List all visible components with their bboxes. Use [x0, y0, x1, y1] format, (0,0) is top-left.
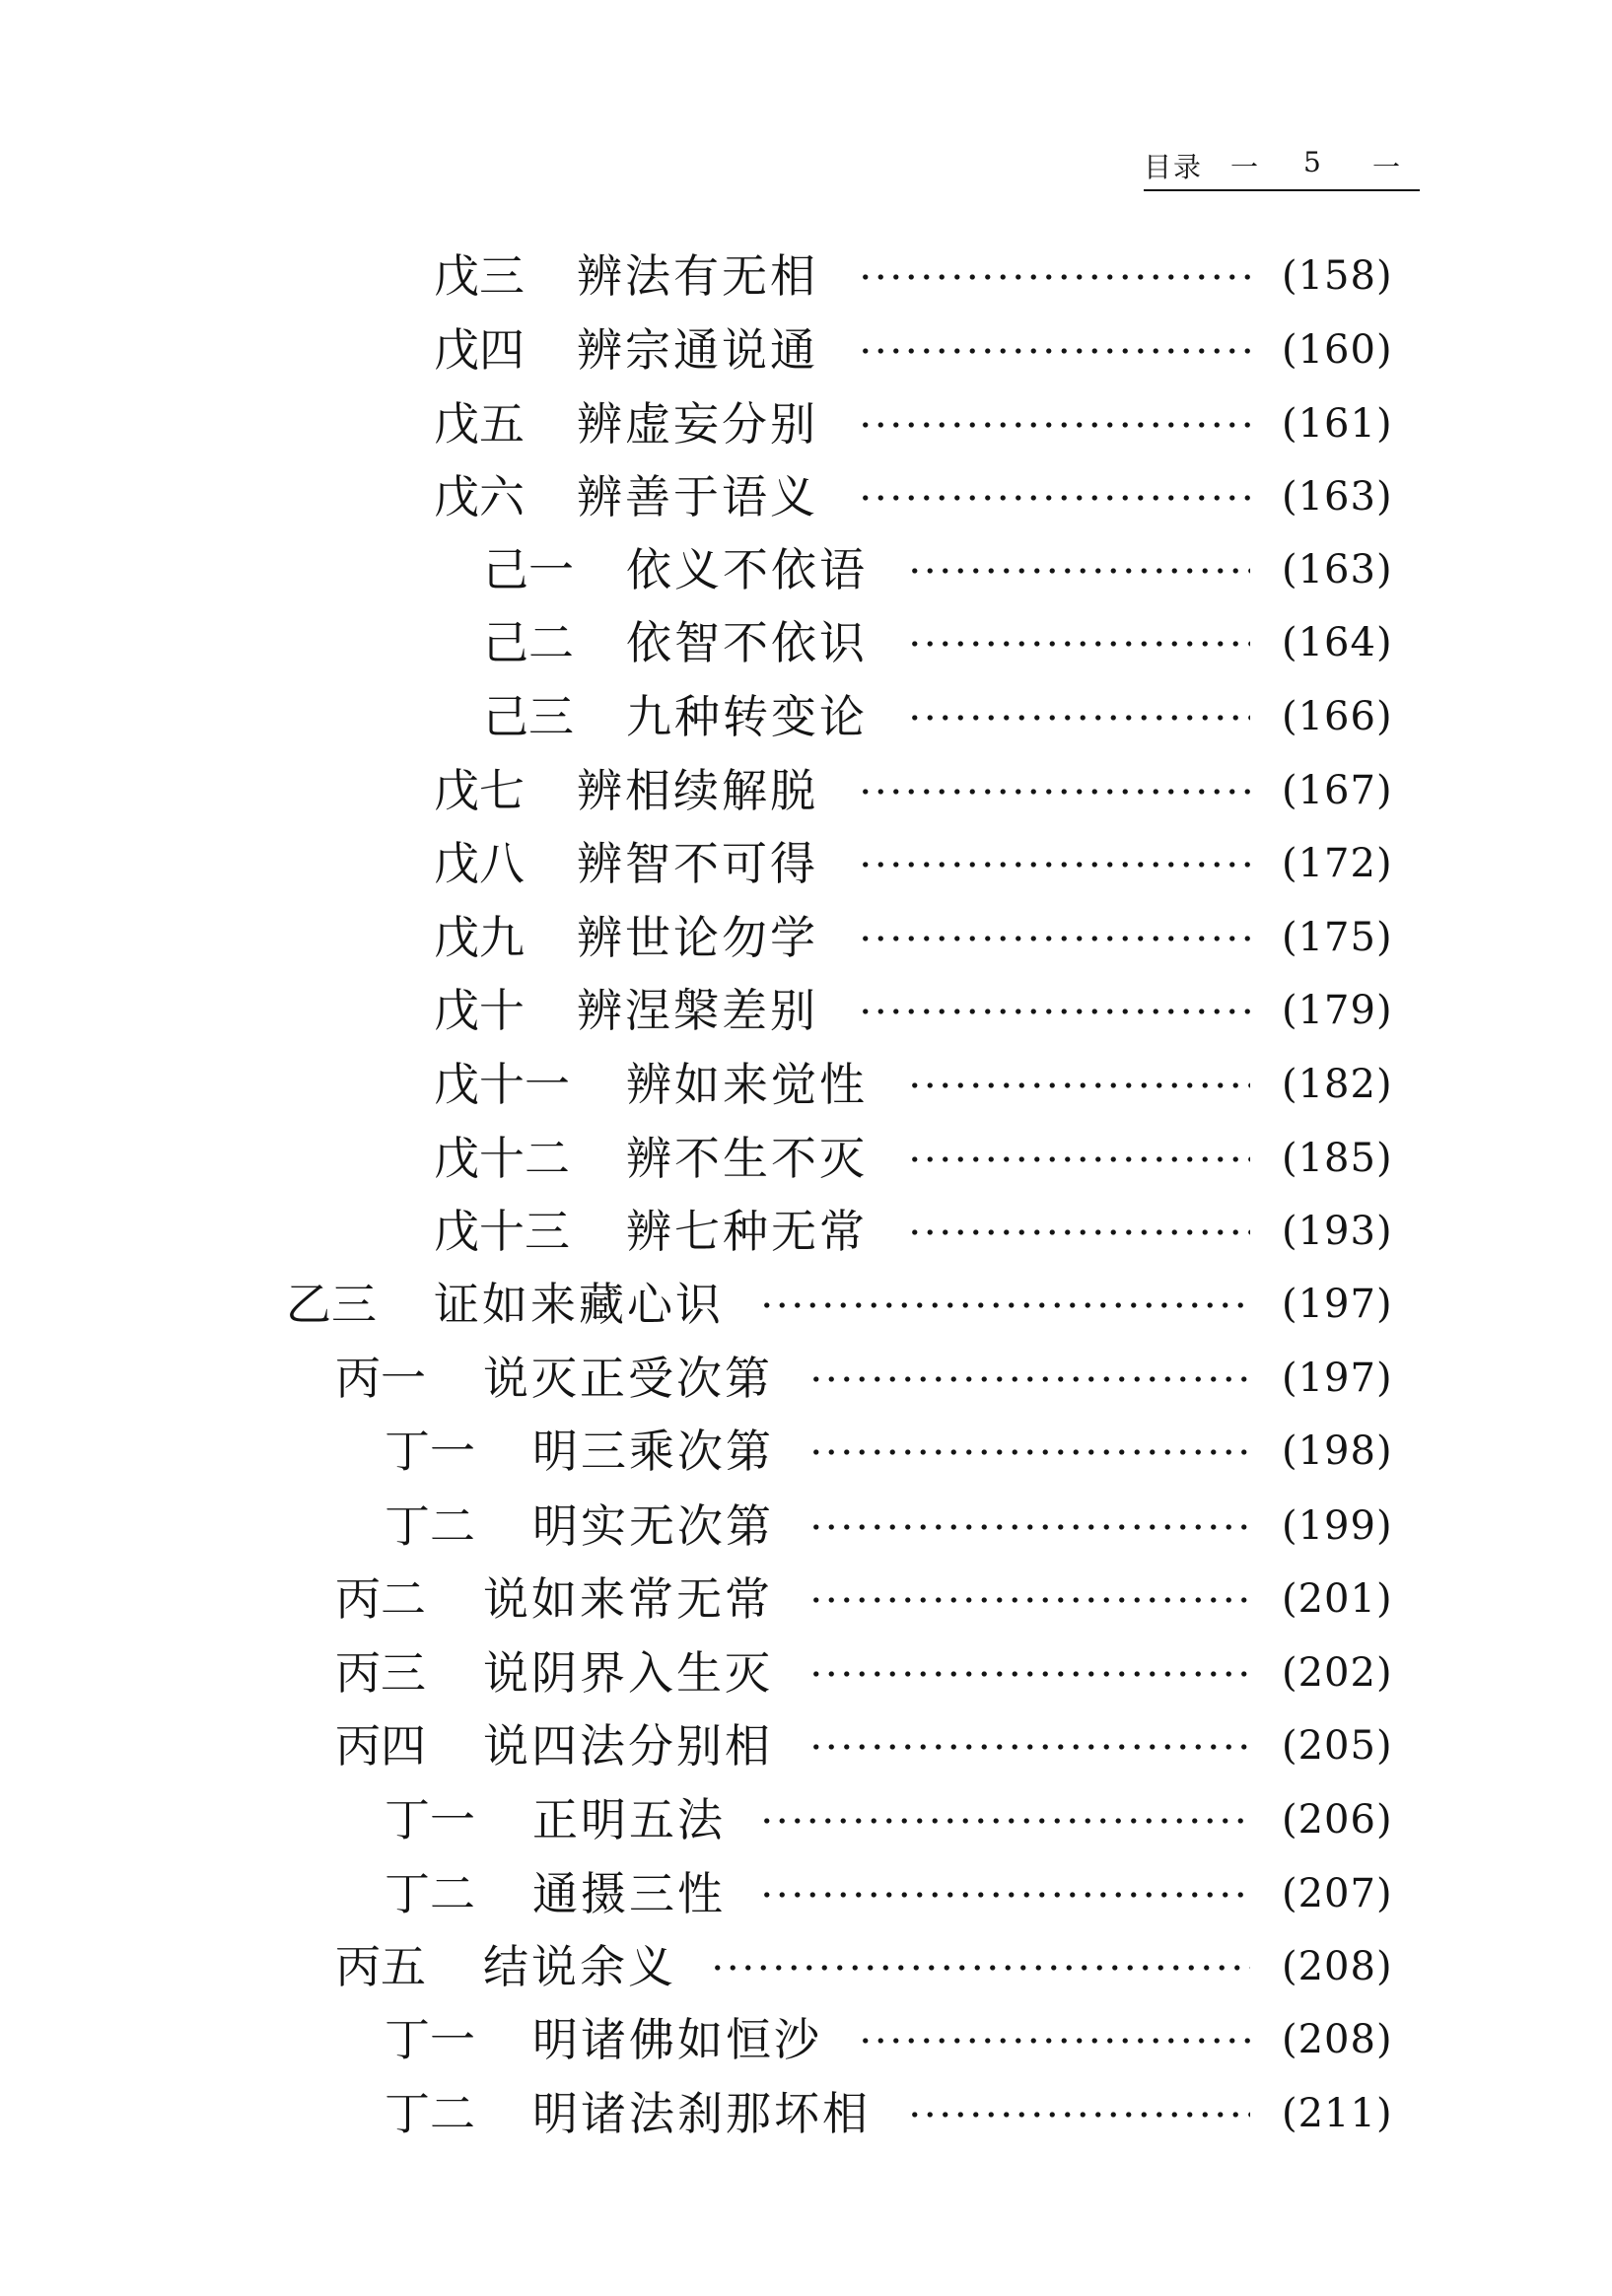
- toc-entry-page: (167): [1282, 768, 1393, 813]
- toc-entry-title: 辨法有无相: [577, 249, 818, 303]
- toc-entry-page: (197): [1282, 1356, 1393, 1401]
- toc-entry-title: 辨世论勿学: [577, 911, 818, 964]
- toc-entry[interactable]: [0, 1643, 1612, 1703]
- toc-entry-number: 丁一: [385, 2013, 475, 2066]
- toc-entry-page: (211): [1282, 2091, 1393, 2136]
- dot-leader: [759, 1892, 1250, 1898]
- toc-entry-number: 己一: [483, 543, 574, 596]
- header-dash-right: 一: [1372, 151, 1403, 183]
- toc-entry-title: 辨善于语义: [577, 470, 818, 523]
- toc-entry-title: 明诸法刹那坏相: [532, 2087, 871, 2140]
- dot-leader: [858, 936, 1250, 941]
- dot-leader: [907, 1156, 1250, 1162]
- toc-entry[interactable]: [0, 1864, 1612, 1923]
- toc-entry-title: 说阴界入生灭: [483, 1646, 773, 1700]
- toc-entry-page: (158): [1282, 253, 1393, 299]
- toc-entry[interactable]: [0, 1569, 1612, 1629]
- header-section-title: 目录: [1144, 151, 1204, 183]
- toc-entry[interactable]: [0, 467, 1612, 526]
- dot-leader: [907, 715, 1250, 721]
- dot-leader: [858, 348, 1250, 354]
- toc-entry-title: 辨智不可得: [577, 837, 818, 890]
- toc-entry-number: 丁二: [385, 2087, 475, 2140]
- toc-entry[interactable]: [0, 1790, 1612, 1849]
- toc-entry-title: 说如来常无常: [483, 1572, 773, 1626]
- toc-entry-title: 辨相续解脱: [577, 764, 818, 817]
- toc-entry-number: 戊十三: [434, 1205, 570, 1258]
- toc-entry[interactable]: [0, 2010, 1612, 2069]
- dot-leader: [858, 495, 1250, 501]
- toc-entry-title: 说四法分别相: [483, 1719, 773, 1773]
- toc-entry-number: 戊三: [434, 249, 525, 303]
- toc-entry[interactable]: [0, 394, 1612, 453]
- toc-entry-page: (193): [1282, 1209, 1393, 1254]
- toc-entry[interactable]: [0, 908, 1612, 967]
- toc-entry-number: 丙三: [335, 1646, 426, 1700]
- toc-entry-page: (179): [1282, 988, 1393, 1033]
- toc-entry[interactable]: [0, 1937, 1612, 1996]
- toc-entry-number: 戊十二: [434, 1132, 570, 1185]
- toc-entry-page: (199): [1282, 1503, 1393, 1549]
- toc-entry-number: 丁二: [385, 1867, 475, 1920]
- toc-entry-number: 戊五: [434, 397, 525, 451]
- toc-entry-page: (175): [1282, 915, 1393, 960]
- toc-entry-title: 辨如来觉性: [626, 1058, 868, 1111]
- dot-leader: [808, 1671, 1250, 1677]
- toc-entry-page: (206): [1282, 1797, 1393, 1843]
- dot-leader: [808, 1449, 1250, 1455]
- toc-entry-page: (208): [1282, 1944, 1393, 1989]
- toc-entry-page: (197): [1282, 1282, 1393, 1327]
- toc-entry-number: 戊十: [434, 984, 525, 1037]
- toc-entry-page: (205): [1282, 1723, 1393, 1769]
- dot-leader: [808, 1524, 1250, 1530]
- dot-leader: [759, 1818, 1250, 1824]
- header-dash-left: 一: [1230, 151, 1261, 183]
- toc-entry[interactable]: [0, 981, 1612, 1040]
- dot-leader: [858, 789, 1250, 795]
- dot-leader: [759, 1302, 1250, 1308]
- toc-entry[interactable]: [0, 687, 1612, 746]
- toc-entry-page: (201): [1282, 1576, 1393, 1622]
- toc-entry-number: 戊九: [434, 911, 525, 964]
- dot-leader: [907, 1229, 1250, 1235]
- toc-entry-number: 丙五: [335, 1940, 426, 1993]
- dot-leader: [710, 1965, 1250, 1971]
- toc-entry[interactable]: [0, 246, 1612, 306]
- dot-leader: [907, 568, 1250, 574]
- dot-leader: [858, 422, 1250, 428]
- dot-leader: [858, 2038, 1250, 2044]
- toc-entry-title: 辨七种无常: [626, 1205, 868, 1258]
- toc-entry-number: 丁一: [385, 1793, 475, 1846]
- toc-entry-page: (208): [1282, 2017, 1393, 2062]
- toc-entry-title: 正明五法: [532, 1793, 726, 1846]
- toc-entry-number: 戊十一: [434, 1058, 570, 1111]
- dot-leader: [858, 274, 1250, 280]
- toc-entry-title: 证如来藏心识: [434, 1278, 724, 1331]
- toc-entry-number: 丁二: [385, 1499, 475, 1553]
- toc-entry-page: (207): [1282, 1871, 1393, 1916]
- dot-leader: [907, 641, 1250, 647]
- dot-leader: [808, 1744, 1250, 1750]
- toc-entry[interactable]: [0, 2084, 1612, 2143]
- toc-entry-number: 丙四: [335, 1719, 426, 1773]
- toc-entry[interactable]: [0, 1422, 1612, 1481]
- toc-entry[interactable]: [0, 761, 1612, 820]
- toc-entry-title: 明实无次第: [532, 1499, 774, 1553]
- header-page-number: 5: [1303, 146, 1323, 178]
- dot-leader: [907, 2112, 1250, 2118]
- dot-leader: [858, 862, 1250, 868]
- toc-entry[interactable]: [0, 1129, 1612, 1188]
- toc-entry-number: 戊七: [434, 764, 525, 817]
- toc-entry-number: 己三: [483, 690, 574, 743]
- toc-entry[interactable]: [0, 834, 1612, 893]
- toc-entry-page: (161): [1282, 401, 1393, 447]
- toc-entry[interactable]: [0, 320, 1612, 380]
- toc-entry-page: (182): [1282, 1062, 1393, 1107]
- toc-entry-page: (163): [1282, 547, 1393, 592]
- toc-entry-page: (163): [1282, 474, 1393, 520]
- toc-entry-number: 戊六: [434, 470, 525, 523]
- dot-leader: [907, 1082, 1250, 1088]
- toc-entry-number: 乙三: [286, 1278, 377, 1331]
- toc-entry[interactable]: [0, 613, 1612, 672]
- toc-entry-title: 结说余义: [483, 1940, 676, 1993]
- toc-entry-page: (198): [1282, 1428, 1393, 1474]
- dot-leader: [858, 1009, 1250, 1014]
- toc-entry-number: 戊四: [434, 323, 525, 377]
- toc-entry-page: (164): [1282, 620, 1393, 665]
- toc-entry-title: 通摄三性: [532, 1867, 726, 1920]
- toc-entry[interactable]: [0, 540, 1612, 599]
- toc-entry[interactable]: [0, 1202, 1612, 1261]
- toc-entry-page: (172): [1282, 841, 1393, 886]
- toc-entry-title: 说灭正受次第: [483, 1352, 773, 1405]
- toc-entry[interactable]: [0, 1716, 1612, 1775]
- toc-entry-page: (166): [1282, 694, 1393, 739]
- toc-entry-number: 丙二: [335, 1572, 426, 1626]
- toc-entry-number: 己二: [483, 616, 574, 669]
- toc-entry-page: (185): [1282, 1136, 1393, 1181]
- toc-entry[interactable]: [0, 1349, 1612, 1408]
- toc-entry-title: 辨涅槃差别: [577, 984, 818, 1037]
- toc-entry-title: 辨宗通说通: [577, 323, 818, 377]
- toc-entry-title: 明三乘次第: [532, 1425, 774, 1478]
- dot-leader: [808, 1376, 1250, 1382]
- toc-entry-number: 丁一: [385, 1425, 475, 1478]
- toc-entry[interactable]: [0, 1055, 1612, 1114]
- toc-entry-title: 辨虚妄分别: [577, 397, 818, 451]
- toc-entry-page: (202): [1282, 1650, 1393, 1696]
- toc-entry-title: 辨不生不灭: [626, 1132, 868, 1185]
- toc-entry-page: (160): [1282, 327, 1393, 373]
- toc-entry-number: 戊八: [434, 837, 525, 890]
- dot-leader: [808, 1597, 1250, 1603]
- toc-entry[interactable]: [0, 1275, 1612, 1334]
- toc-entry-title: 依义不依语: [626, 543, 868, 596]
- toc-entry-title: 依智不依识: [626, 616, 868, 669]
- toc-entry-title: 明诸佛如恒沙: [532, 2013, 822, 2066]
- toc-entry-title: 九种转变论: [626, 690, 868, 743]
- toc-entry[interactable]: [0, 1496, 1612, 1556]
- toc-entry-number: 丙一: [335, 1352, 426, 1405]
